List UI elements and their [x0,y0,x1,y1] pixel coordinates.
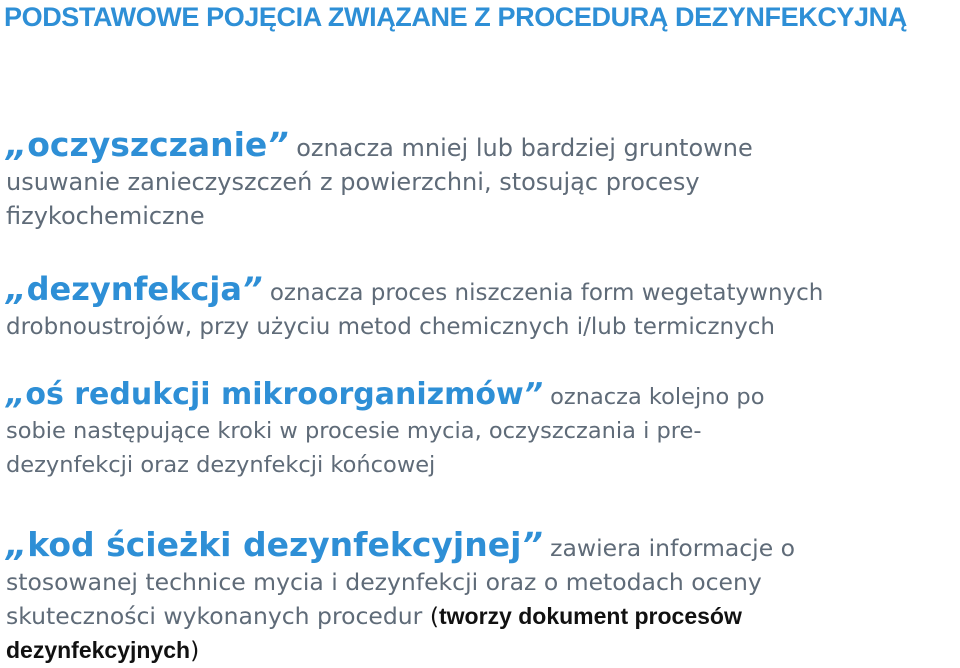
definition-line: stosowanej technice mycia i dezynfekcji oraz o metodach oceny [6,568,762,596]
definition-line: sobie następujące kroki w procesie mycia, oczyszczania i pre- [6,418,702,444]
definition-line [6,125,753,165]
definition-oczyszczanie [6,125,753,233]
definition-os-redukcji [6,378,764,482]
definition-line [6,599,795,633]
definition-text: oznacza mniej lub bardziej gruntowne [288,134,753,162]
open-paren: ( [429,602,439,630]
bold-note: dezynfekcyjnych [6,637,191,663]
open-quote: „ [6,125,28,164]
open-quote: „ [6,377,26,412]
term-text: dezynfekcja [26,270,242,308]
open-quote: „ [6,270,27,308]
definition-kod-sciezki [6,525,796,667]
definition-line [6,633,795,667]
close-quote: ” [523,377,543,412]
close-paren: ) [190,636,200,664]
definition-text: skuteczności wykonanych procedur [6,602,430,630]
definition-term [6,525,543,564]
definition-line: dezynfekcji oraz dezynfekcji końcowej [6,452,436,478]
definition-line [6,525,796,565]
definition-line [6,272,823,310]
close-quote: ” [267,125,289,164]
close-quote: ” [521,525,543,564]
definition-dezynfekcja [6,272,823,344]
bold-note: tworzy dokument procesów [438,603,742,629]
definition-text: oznacza proces niszczenia form wegetatywnych [262,280,824,306]
definition-term [6,377,543,412]
definition-term [6,125,289,164]
open-quote: „ [6,525,28,564]
term-text: kod ścieżki dezynfekcyjnej [27,525,522,564]
definition-line: fizykochemiczne [6,202,205,230]
term-text: oś redukcji mikroorganizmów [25,377,524,412]
definition-text: oznacza kolejno po [543,384,765,410]
definition-line [6,378,764,414]
term-text: oczyszczanie [27,125,268,164]
definition-term [6,270,263,308]
definition-line: drobnoustrojów, przy użyciu metod chemicznych i/lub termicznych [6,314,775,340]
definition-line: usuwanie zanieczyszczeń z powierzchni, stosując procesy [6,168,700,196]
page-title: PODSTAWOWE POJĘCIA ZWIĄZANE Z PROCEDURĄ DEZYNFEKCYJNĄ [4,2,907,32]
definition-text: zawiera informacje o [542,534,796,562]
close-quote: ” [241,270,263,308]
